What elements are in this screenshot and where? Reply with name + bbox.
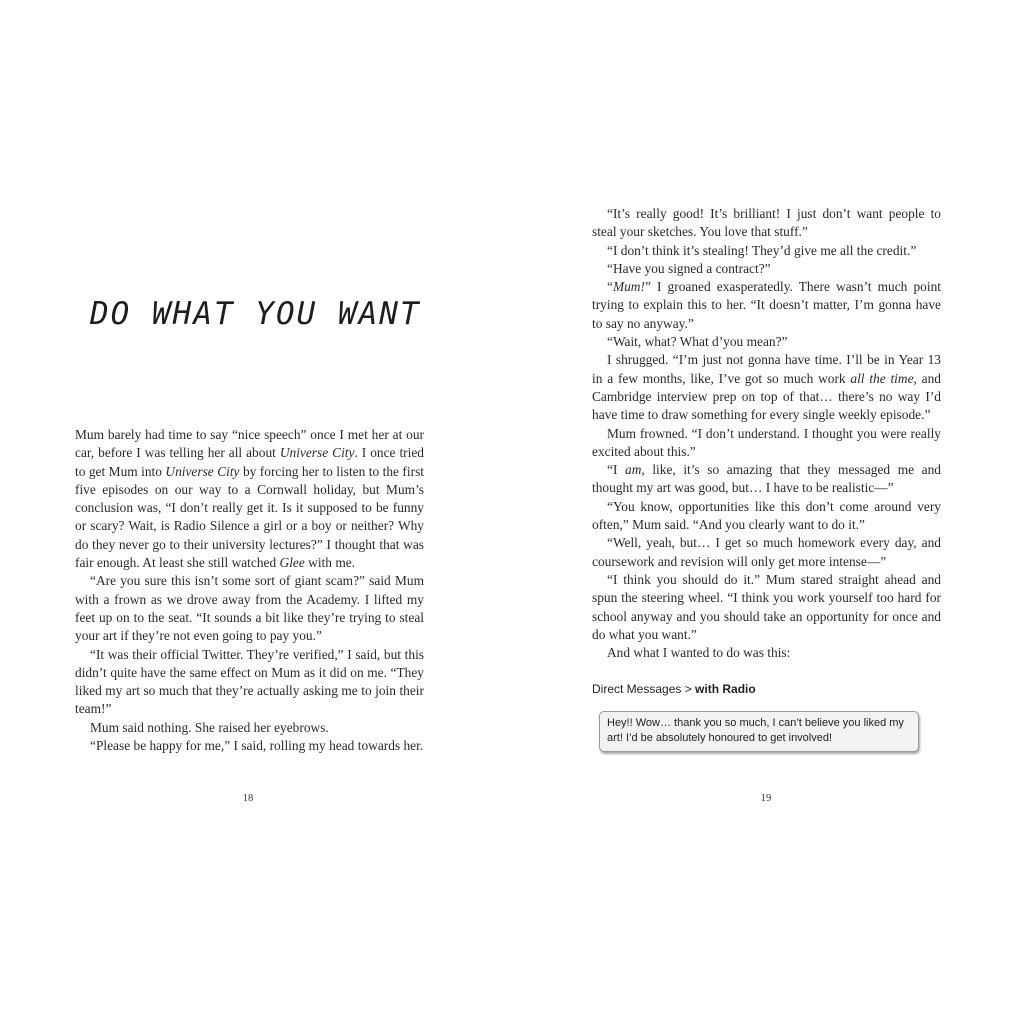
paragraph: “Mum!” I groaned exasperatedly. There wasn’t much point trying to explain this to her. “It doesn’t matter, I’m gonna have to say no anyway.” <box>592 279 941 331</box>
dm-heading <box>592 682 756 696</box>
paragraph: “I don’t think it’s stealing! They’d give me all the credit.” <box>607 242 917 258</box>
paragraph: “You know, opportunities like this don’t come around very often,” Mum said. “And you clearly want to do it.” <box>592 498 941 533</box>
dm-breadcrumb: Direct Messages > <box>592 682 696 696</box>
paragraph: “Are you sure this isn’t some sort of giant scam?” said Mum with a frown as we drove away from the Academy. I lifted my feet up on to the seat. “It sounds a bit like they’re trying to steal your art if they’re not even going to pay you.” <box>75 573 424 644</box>
paragraph: And what I wanted to do was this: <box>607 645 791 661</box>
dm-message-bubble: Hey!! Wow… thank you so much, I can’t believe you liked my art! I’d be absolutely honoured to get involved! <box>599 711 919 752</box>
paragraph: “I think you should do it.” Mum stared straight ahead and spun the steering wheel. “I think you work yourself too hard for school anyway and you should take an opportunity for once and do what you want.” <box>592 571 941 642</box>
paragraph: Mum said nothing. She raised her eyebrows. <box>90 719 329 735</box>
paragraph: “It was their official Twitter. They’re verified,” I said, but this didn’t quite have the same effect on Mum as it did on me. “They liked my art so much that they’re actually asking me to join their team!” <box>75 646 424 717</box>
chapter-title: DO WHAT YOU WANT <box>90 296 421 332</box>
page-number-left: 18 <box>242 793 254 804</box>
paragraph: I shrugged. “I’m just not gonna have time. I’ll be in Year 13 in a few months, like, I’ve got so much work all the time, and Cambridge interview prep on top of that… there’s no way I’d have time to draw something for every single weekly episode.” <box>592 352 942 423</box>
paragraph: “Have you signed a contract?” <box>607 260 771 276</box>
page-number-right: 19 <box>760 793 772 804</box>
paragraph: Mum barely had time to say “nice speech” once I met her at our car, before I was telling her all about Universe City. I once tried to get Mum into Universe City by forcing her to listen to the first five episodes on our way to a Cornwall holiday, but Mum’s conclusion was, “I don’t really get it. Is it supposed to be funny or scary? Wait, is Radio Silence a girl or a boy or neither? Why do they never go to their university lectures?” I thought that was fair enough. At least she still watched Glee with me. <box>75 427 424 571</box>
right-page-text <box>592 205 941 662</box>
paragraph: “Please be happy for me,” I said, rolling my head towards her. <box>90 738 424 754</box>
right-page <box>512 0 1024 1024</box>
paragraph: Mum frowned. “I don’t understand. I thought you were really excited about this.” <box>592 425 941 459</box>
paragraph: “I am, like, it’s so amazing that they messaged me and thought my art was good, but… I have to be realistic—” <box>592 462 941 496</box>
paragraph: “It’s really good! It’s brilliant! I just don’t want people to steal your sketches. You love that stuff.” <box>592 206 941 240</box>
paragraph: “Wait, what? What d’you mean?” <box>607 334 788 350</box>
paragraph: “Well, yeah, but… I get so much homework every day, and coursework and revision will only get more intense—” <box>592 535 941 569</box>
dm-with-label: with Radio <box>695 682 756 696</box>
left-page-text <box>75 426 424 755</box>
